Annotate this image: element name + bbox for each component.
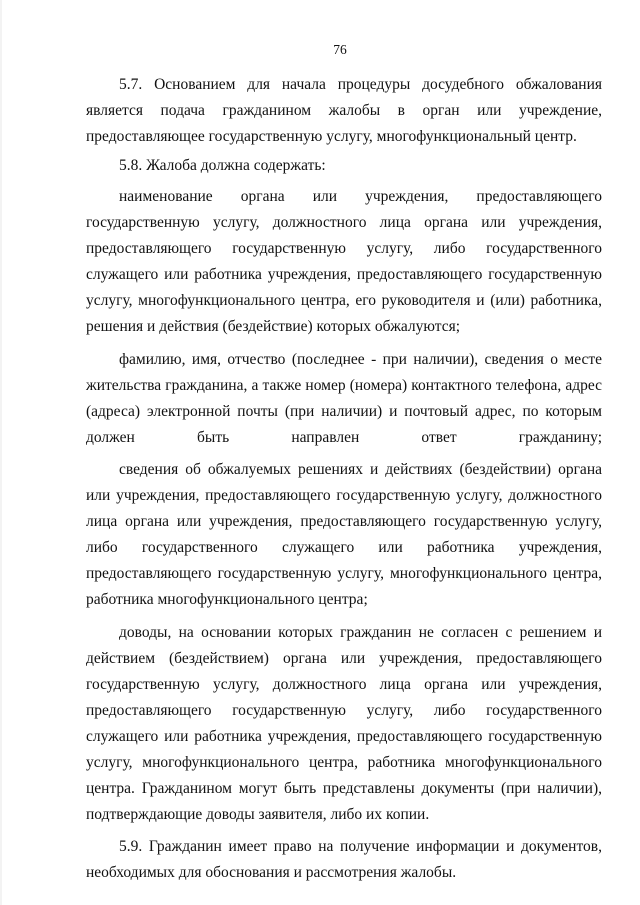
scan-edge: [0, 0, 2, 905]
paragraph-5-7: 5.7. Основанием для начала процедуры досудебного обжалования является подача гражданином жалобы в орган или учреждение, предоставляющее государственную услугу, многофункциональный центр.: [86, 76, 602, 145]
complaint-item-personal-data: фамилию, имя, отчество (последнее - при наличии), сведения о месте жительства гражданина, а также номер (номера) контактного телефона, адрес (адреса) электронной почты (при наличии) и почтовый адрес, по которым должен быть направлен ответ гражданину;: [86, 351, 602, 446]
page-number: 76: [333, 42, 347, 57]
complaint-item-arguments: доводы, на основании которых гражданин не согласен с решением и действием (бездействием) органа или учреждения, предоставляющего государственную услугу, должностного лица органа или учреждения, предоставляющего государственную услугу, либо государственного служащего или работника учреждения, предоставляющего государственную услугу, многофункционального центра, работника многофункционального центра. Гражданином могут быть представлены документы (при наличии), подтверждающие доводы заявителя, либо их копии.: [86, 624, 602, 823]
paragraph-5-9: 5.9. Гражданин имеет право на получение информации и документов, необходимых для обоснования и рассмотрения жалобы.: [86, 838, 602, 881]
complaint-item-decisions: сведения об обжалуемых решениях и действиях (бездействии) органа или учреждения, предоставляющего государственную услугу, должностного лица органа или учреждения, предоставляющего государственную услугу, либо государственного служащего или работника учреждения, предоставляющего государственную услугу, многофункционального центра, работника многофункционального центра;: [86, 461, 602, 608]
complaint-item-subject: наименование органа или учреждения, предоставляющего государственную услугу, должностного лица органа или учреждения, предоставляющего государственную услугу, либо государственного служащего или работника учреждения, предоставляющего государственную услугу, многофункционального центра, его руководителя и (или) работника, решения и действия (бездействие) которых обжалуются;: [86, 188, 602, 335]
paragraph-5-8: 5.8. Жалоба должна содержать:: [119, 157, 326, 174]
document-body: [86, 72, 602, 886]
